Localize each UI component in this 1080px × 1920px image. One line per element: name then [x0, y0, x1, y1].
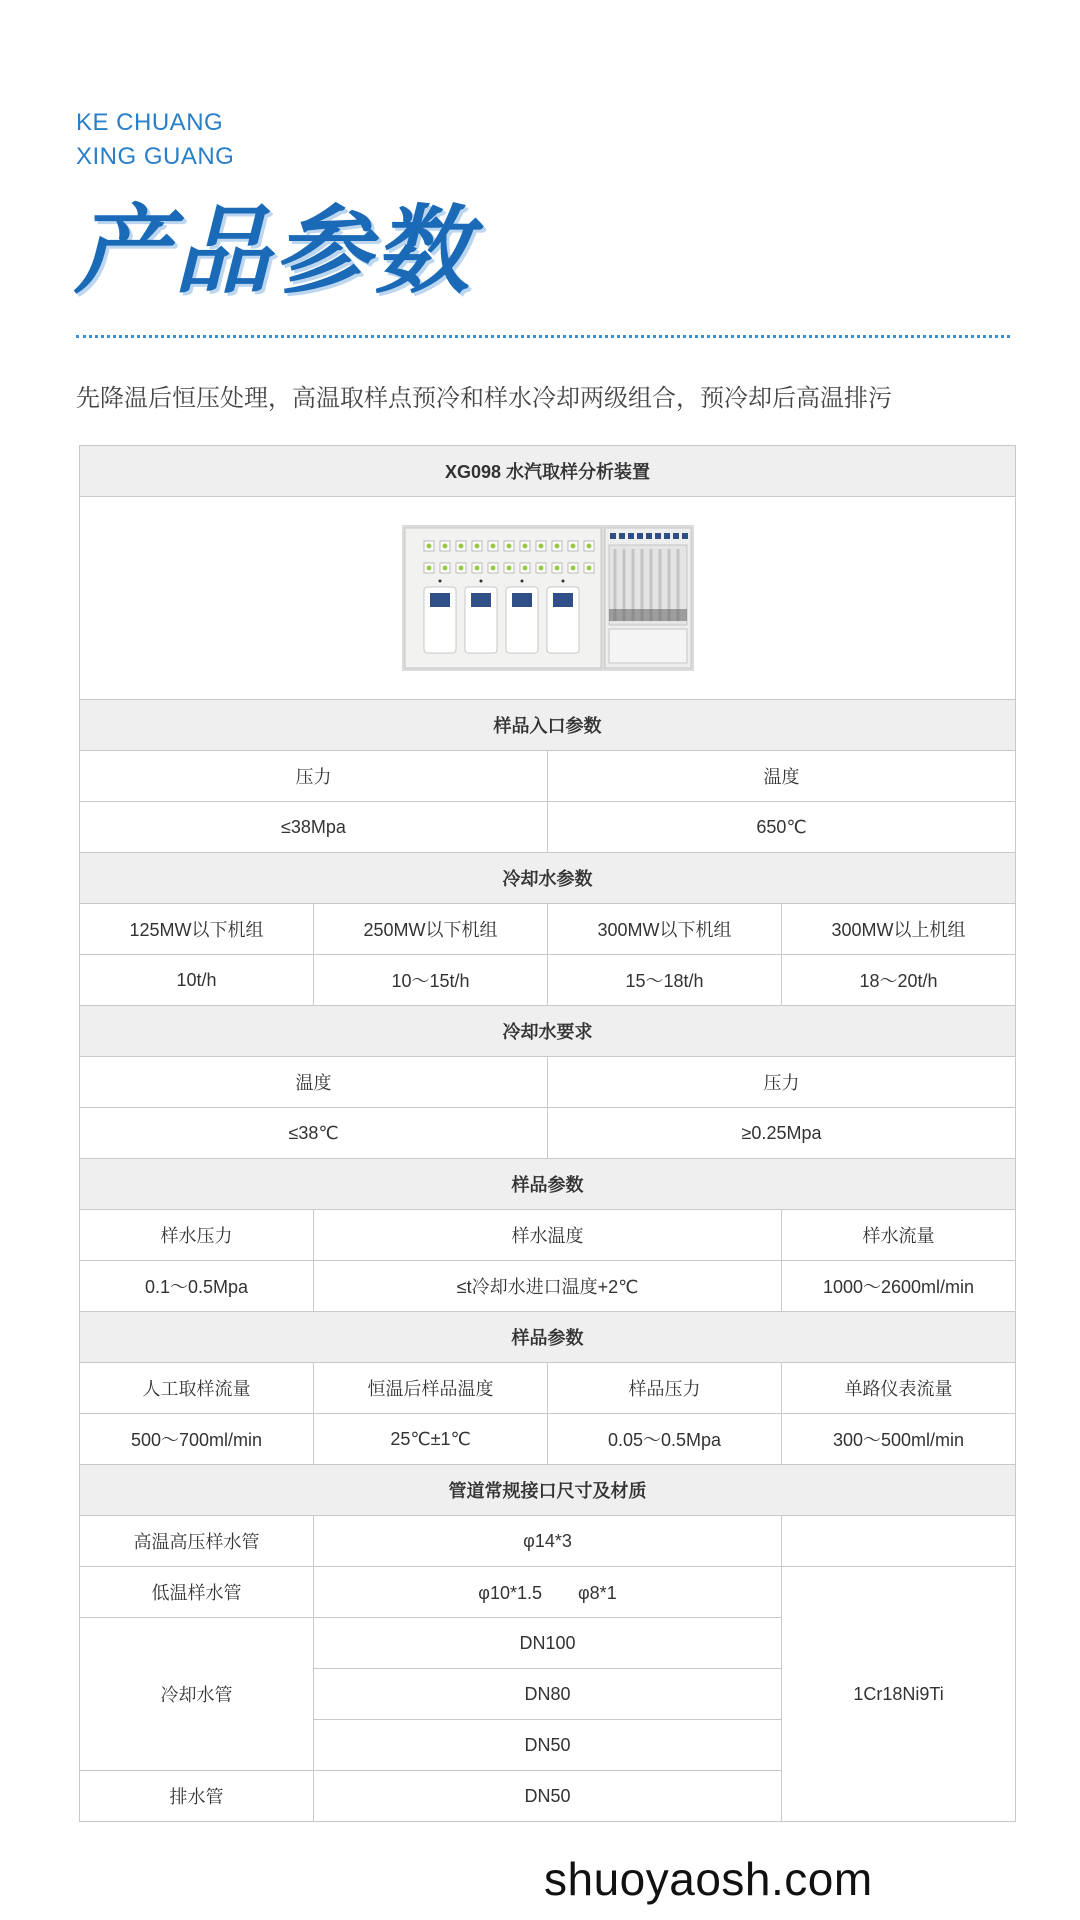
table-row [80, 1108, 1016, 1159]
product-title: XG098 水汽取样分析装置 [80, 446, 1016, 497]
sample2-label: 人工取样流量 [80, 1363, 314, 1414]
brand-text [76, 106, 234, 174]
table-row [80, 1312, 1016, 1363]
table-row [80, 904, 1016, 955]
sample-params-header: 样品参数 [80, 1159, 1016, 1210]
sample-temperature-label: 样水温度 [314, 1210, 782, 1261]
inlet-params-header: 样品入口参数 [80, 700, 1016, 751]
table-row [80, 1414, 1016, 1465]
sample2-value: 300～500ml/min [782, 1414, 1016, 1465]
inlet-pressure-value: ≤38Mpa [80, 802, 548, 853]
cw-pipe-value: DN50 [314, 1720, 782, 1771]
table-row [80, 802, 1016, 853]
sample2-label: 样品压力 [548, 1363, 782, 1414]
table-row [80, 1057, 1016, 1108]
cooling-water-value: 10t/h [80, 955, 314, 1006]
cooling-water-label: 300MW以上机组 [782, 904, 1016, 955]
sample-pressure-value: 0.1～0.5Mpa [80, 1261, 314, 1312]
lt-pipe-value: φ10*1.5 φ8*1 [314, 1567, 782, 1618]
intro-text: 先降温后恒压处理，高温取样点预冷和样水冷却两级组合，预冷却后高温排污 [76, 385, 892, 412]
cooling-req-pressure-label: 压力 [548, 1057, 1016, 1108]
pipes-header: 管道常规接口尺寸及材质 [80, 1465, 1016, 1516]
hp-pipe-value: φ14*3 [314, 1516, 782, 1567]
table-row [80, 1363, 1016, 1414]
inlet-temperature-label: 温度 [548, 751, 1016, 802]
sample2-value: 0.05～0.5Mpa [548, 1414, 782, 1465]
table-row [80, 751, 1016, 802]
table-row [80, 1465, 1016, 1516]
pipe-material: 1Cr18Ni9Ti [782, 1567, 1016, 1822]
product-image-cell [80, 497, 1016, 700]
sample-pressure-label: 样水压力 [80, 1210, 314, 1261]
table-row [80, 700, 1016, 751]
cooling-req-temperature-value: ≤38℃ [80, 1108, 548, 1159]
sample-params-header-2: 样品参数 [80, 1312, 1016, 1363]
inlet-pressure-label: 压力 [80, 751, 548, 802]
table-row [80, 1210, 1016, 1261]
sample-flow-value: 1000～2600ml/min [782, 1261, 1016, 1312]
table-row [80, 446, 1016, 497]
table-row [80, 1516, 1016, 1567]
dotted-divider [76, 335, 1010, 338]
cooling-water-label: 300MW以下机组 [548, 904, 782, 955]
lt-pipe-label: 低温样水管 [80, 1567, 314, 1618]
cooling-water-label: 125MW以下机组 [80, 904, 314, 955]
brand-line-2: XING GUANG [76, 143, 235, 170]
inlet-temperature-value: 650℃ [548, 802, 1016, 853]
table-row [80, 1006, 1016, 1057]
empty-cell [782, 1516, 1016, 1567]
brand-line-1: KE CHUANG [76, 109, 224, 136]
drain-pipe-value: DN50 [314, 1771, 782, 1822]
cw-pipe-value: DN100 [314, 1618, 782, 1669]
sample-temperature-value: ≤t冷却水进口温度+2℃ [314, 1261, 782, 1312]
page-title: 产品参数 [74, 194, 474, 307]
table-row [80, 497, 1016, 700]
cooling-req-temperature-label: 温度 [80, 1057, 548, 1108]
table-row [80, 955, 1016, 1006]
cooling-water-header: 冷却水参数 [80, 853, 1016, 904]
cooling-water-label: 250MW以下机组 [314, 904, 548, 955]
hp-pipe-label: 高温高压样水管 [80, 1516, 314, 1567]
cw-pipe-label: 冷却水管 [80, 1618, 314, 1771]
sample2-label: 单路仪表流量 [782, 1363, 1016, 1414]
cw-pipe-value: DN80 [314, 1669, 782, 1720]
sample-flow-label: 样水流量 [782, 1210, 1016, 1261]
table-row [80, 853, 1016, 904]
drain-pipe-label: 排水管 [80, 1771, 314, 1822]
cooling-req-header: 冷却水要求 [80, 1006, 1016, 1057]
sampling-cabinet-image [402, 525, 694, 671]
sample2-value: 500～700ml/min [80, 1414, 314, 1465]
cooling-req-pressure-value: ≥0.25Mpa [548, 1108, 1016, 1159]
spec-table [79, 445, 1016, 1822]
sample2-label: 恒温后样品温度 [314, 1363, 548, 1414]
cooling-water-value: 15～18t/h [548, 955, 782, 1006]
cooling-water-value: 18～20t/h [782, 955, 1016, 1006]
cooling-water-value: 10～15t/h [314, 955, 548, 1006]
table-row [80, 1567, 1016, 1618]
sample2-value: 25℃±1℃ [314, 1414, 548, 1465]
table-row [80, 1159, 1016, 1210]
table-row [80, 1261, 1016, 1312]
footer-watermark: shuoyaosh.com [544, 1853, 873, 1905]
